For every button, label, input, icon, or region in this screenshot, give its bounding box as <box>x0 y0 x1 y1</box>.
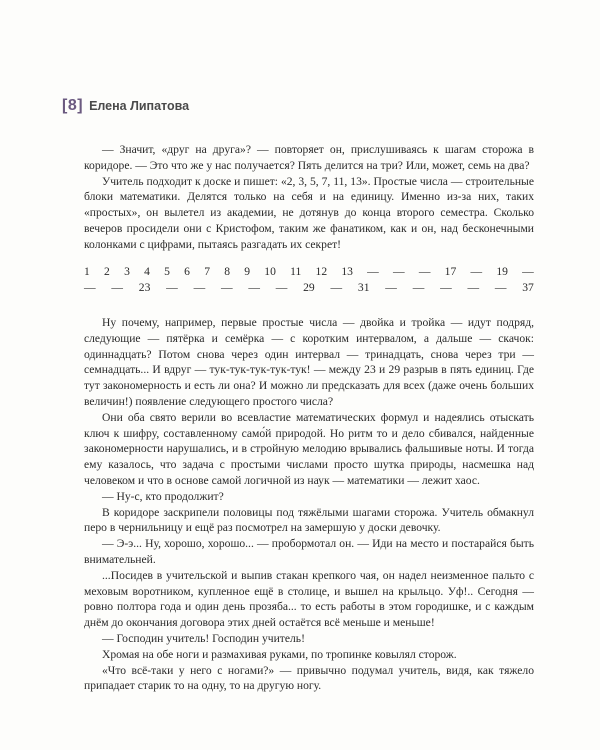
paragraph: Хромая на обе ноги и размахивая руками, по тропинке ковылял сторож. <box>102 647 457 661</box>
sequence-item: — <box>248 281 260 294</box>
paragraph: Учитель подходит к доске и пишет: «2, 3, 5, 7, 11, 13». Простые числа — строительные блоки математики. Делятся только на себя и на единицу. Именно из-за них, таких «простых», он вылетел из академии, не дотянув до конца второго семестра. Сколько вечеров просидели они с Кристофом, таким же фанатиком, как и он, над бесконечными колонками с цифрами, пытаясь разгадать их секрет! <box>84 174 534 251</box>
sequence-item: — <box>467 281 480 294</box>
sequence-item: 37 <box>522 281 534 294</box>
sequence-item: — <box>367 265 379 278</box>
paragraph: — Значит, «друг на друга»? — повторяет он, прислушиваясь к шагам сторожа в коридоре. — Это что же у нас получается? Пять делится на три? Или, может, семь на два? <box>84 143 534 172</box>
paragraph: — Э-э... Ну, хорошо, хорошо... — пробормотал он. — Иди на место и постарайся быть внимательней. <box>84 537 534 566</box>
sequence-item: — <box>385 281 397 294</box>
sequence-item: — <box>275 281 288 294</box>
paragraph: — Господин учитель! Господин учитель! <box>102 631 305 645</box>
sequence-item: — <box>330 281 343 294</box>
sequence-item: — <box>470 265 483 278</box>
sequence-item: 2 <box>104 265 110 278</box>
sequence-item: — <box>111 281 123 294</box>
sequence-item: — <box>522 265 534 278</box>
author-name: Елена Липатова <box>89 99 190 113</box>
sequence-item: 1 <box>84 265 90 278</box>
sequence-item: 29 <box>303 281 315 294</box>
sequence-item: 13 <box>341 265 353 278</box>
sequence-item: 19 <box>496 265 508 278</box>
sequence-item: 7 <box>204 265 210 278</box>
paragraph: «Что всё-таки у него с ногами?» — привычно подумал учитель, видя, как тяжело припадает старик то на одну, то на другую ногу. <box>84 663 534 693</box>
sequence-item: 9 <box>244 265 251 278</box>
sequence-item: 31 <box>357 281 370 294</box>
text-block-top <box>84 142 534 253</box>
number-sequence-line-1 <box>84 264 534 280</box>
sequence-item: — <box>494 281 507 294</box>
paragraph: ...Посидев в учительской и выпив стакан крепкого чая, он надел неизменное пальто с меховым воротником, купленное ещё в столице, и вышел на крыльцо. Уф!.. Сегодня — ровно полтора года и один день прозяба... то есть работы в этом городишке, и с каждым днём до окончания договора этих дней остаётся всё меньше и меньше! <box>84 568 534 630</box>
sequence-item: — <box>84 281 96 294</box>
sequence-item: 5 <box>164 265 170 278</box>
sequence-item: 6 <box>184 265 190 278</box>
sequence-item: — <box>440 281 452 294</box>
paragraph: Они оба свято верили во всевластие математических формул и надеялись отыскать ключ к шифру, составленному само́й природой. Но ритм то и дело сбивался, найденные закономерности нарушались, и в стройную мелодию врывались фальшивые ноты. И тогда ему казалось, что задача с простыми числами просто шутка природы, насмешка над человеком и что в основе самой логичной из наук — математики — лежит хаос. <box>84 410 534 487</box>
sequence-item: — <box>193 281 206 294</box>
sequence-item: — <box>166 281 178 294</box>
sequence-item: 11 <box>290 265 302 278</box>
sequence-item: — <box>412 281 425 294</box>
page-number: [8] <box>62 97 84 114</box>
sequence-item: 8 <box>224 265 231 278</box>
sequence-item: — <box>418 265 431 278</box>
sequence-item: 23 <box>138 281 151 294</box>
sequence-item: 3 <box>124 265 130 278</box>
paragraph: — Ну-с, кто продолжит? <box>102 489 224 503</box>
number-sequence-line-2 <box>84 280 534 296</box>
sequence-item: — <box>393 265 405 278</box>
text-block-bottom <box>84 315 534 694</box>
running-head <box>62 97 189 115</box>
paragraph: Ну почему, например, первые простые числа — двойка и тройка — идут подряд, следующие — пятёрка и семёрка — с коротким интервалом, а дальше — скачок: одиннадцать? Потом снова через один интервал — тринадцать, снова через три — семнадцать... И вдруг — тук-тук-тук-тук-тук! — между 23 и 29 разрыв в пять единиц. Где тут закономерность и есть ли она? И можно ли предсказать для всех (даже очень больших величин!) появление следующего простого числа? <box>84 316 534 408</box>
sequence-item: — <box>220 281 233 294</box>
sequence-item: 4 <box>144 265 150 278</box>
sequence-item: 17 <box>444 265 457 278</box>
sequence-item: 12 <box>315 265 328 278</box>
paragraph: В коридоре заскрипели половицы под тяжёлыми шагами сторожа. Учитель обмакнул перо в чернильницу и ещё раз посмотрел на замершую у доски девочку. <box>84 505 534 535</box>
sequence-item: 10 <box>264 265 276 278</box>
